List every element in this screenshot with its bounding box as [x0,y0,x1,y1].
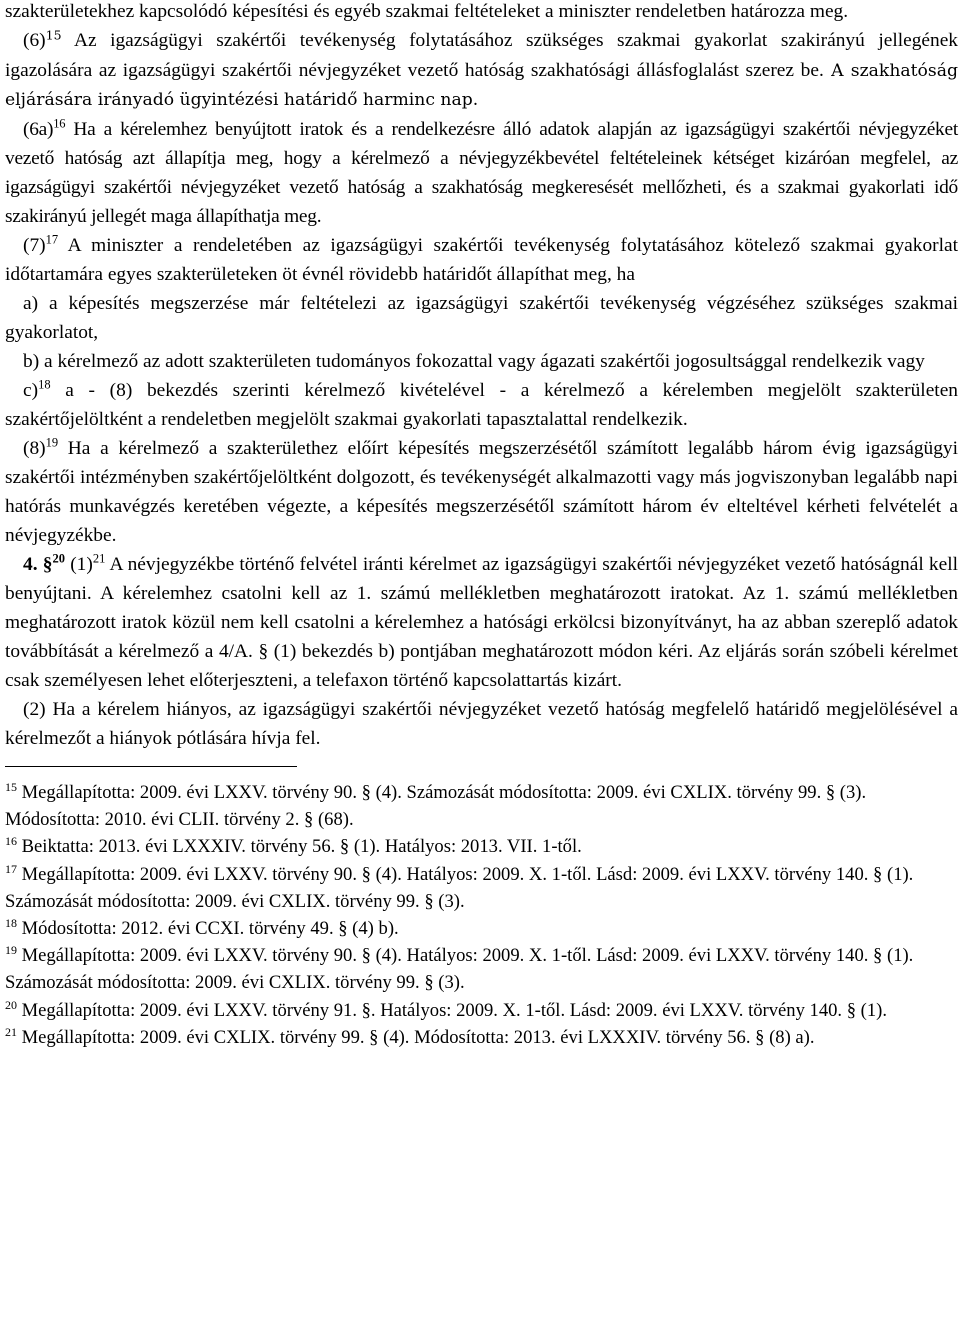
footnote [5,1024,958,1051]
subsection-number: (1) [70,554,93,575]
paragraph-text: Az igazságügyi szakértői tevékenység folytatásához szükséges szakmai gyakorlat szakirányú jellegének igazolására az igazságügyi szakértői névjegyzéket vezető hatóság szakhatósági állásfoglalást szerez be. [5,30,958,81]
paragraph-text-sans: A szakhatóság eljárására irányadó ügyintézési határidő harminc nap. [5,61,958,110]
paragraph-text: A miniszter a rendeletében az igazságügyi szakértői tevékenység folytatásához kötelező szakmai gyakorlat időtartamára egyes szakterületeken öt évnél rövidebb határidőt állapíthat meg, ha [5,235,958,285]
footnote-ref: 19 [45,435,59,450]
footnote [5,861,958,915]
document-page [5,0,958,1051]
footnote-ref: 16 [53,116,66,131]
paragraph-continuation: szakterületekhez kapcsolódó képesítési és egyéb szakmai feltételeket a miniszter rendeletben határozza meg. [5,1,849,22]
section-4 [5,550,958,695]
footnote-ref: 15 [45,27,62,43]
footnote-number: 20 [5,997,17,1012]
footnote-ref: 17 [45,232,59,247]
footnote-text: Megállapította: 2009. évi CXLIX. törvény 99. § (4). Módosította: 2013. évi LXXXIV. törvény 56. § (8) a). [17,1026,815,1048]
point-7b: b) a kérelmező az adott szakterületen tudományos fokozattal vagy ágazati szakértői jogosultsággal rendelkezik vagy [23,351,925,372]
paragraph-text: Ha a kérelemhez benyújtott iratok és a rendelkezésre álló adatok alapján az igazságügyi szakértői névjegyzéket vezető hatóság azt állapítja meg, hogy a kérelmező a névjegyzékbevétel feltételeinek kétséget kizáróan megfelel, az igazságügyi szakértői névjegyzéket vezető hatóság a szakhatóság megkeresését mellőzheti, és a szakmai gyakorlati idő szakirányú jellegét maga állapíthatja meg. [5,119,958,227]
footnote [5,833,958,860]
section-sign: § [42,554,53,575]
paragraph-7 [5,231,958,289]
footnote-text: Beiktatta: 2013. évi LXXXIV. törvény 56. § (1). Hatályos: 2013. VII. 1-től. [17,836,582,858]
footnote-number: 15 [5,779,17,794]
point-label: c) [23,380,39,401]
footnote [5,997,958,1024]
section-4-paragraph-2: (2) Ha a kérelem hiányos, az igazságügyi szakértői névjegyzéket vezető hatóság megfelelő határidő megjelölésével a kérelmezőt a hiányok pótlására hívja fel. [5,699,958,749]
point-text: a - (8) bekezdés szerinti kérelmező kivételével - a kérelmező a kérelemben megjelölt szakterületen szakértőjelöltként a rendeletben megjelölt szakmai gyakorlati tapasztalattal rendelkezik. [5,380,958,430]
footnote-separator [5,766,297,767]
paragraph-number: (8) [23,438,46,459]
footnote [5,942,958,996]
paragraph-text: Ha a kérelmező a szakterülethez előírt képesítés megszerzésétől számított legalább három évig igazságügyi szakértői intézményben szakértőjelöltként dolgozott, és tevékenységét alkalmazotti vagy más jogviszonyban legalább napi hatórás munkavégzés keretében végezte, a képesítés megszerzésétől számított három év elteltével kérheti felvételét a névjegyzékbe. [5,438,958,546]
footnote-ref: 20 [52,551,65,566]
footnote-number: 17 [5,861,17,876]
footnote-number: 21 [5,1024,17,1039]
footnote [5,779,958,833]
footnote-text: Megállapította: 2009. évi LXXV. törvény 90. § (4). Hatályos: 2009. X. 1-től. Lásd: 2009. évi LXXV. törvény 140. § (1). Számozását módosította: 2009. évi CXLIX. törvény 99. § (3). [5,945,914,994]
footnote-number: 16 [5,834,17,849]
point-7a: a) a képesítés megszerzése már feltételezi az igazságügyi szakértői tevékenység végzéséhez szükséges szakmai gyakorlatot, [5,293,958,343]
paragraph-number: (7) [23,235,46,256]
footnote-text: Megállapította: 2009. évi LXXV. törvény 90. § (4). Számozását módosította: 2009. évi CXLIX. törvény 99. § (3). Módosította: 2010. évi CLII. törvény 2. § (68). [5,782,867,831]
paragraph-number: (6a) [23,119,54,140]
paragraph-8 [5,434,958,550]
footnote-number: 18 [5,915,17,930]
paragraph-number: (6) [23,30,46,51]
footnote-number: 19 [5,943,17,958]
section-text: A névjegyzékbe történő felvétel iránti kérelmet az igazságügyi szakértői névjegyzéket vezető hatóságnál kell benyújtani. A kérelemhez csatolni kell az 1. számú mellékletben meghatározott iratokat. Az 1. számú mellékletben meghatározott iratok közül nem kell csatolni a kérelemhez a hatósági erkölcsi bizonyítványt, ha az abban szereplő adatok továbbítását a kérelmező a 4/A. § (1) bekezdés b) pontjában meghatározott módon kéri. Az eljárás során szóbeli kérelmet csak személyesen lehet előterjeszteni, a telefaxon történő kapcsolattartás kizárt. [5,554,958,691]
footnotes [5,779,958,1051]
section-number: 4. [23,554,38,575]
footnote-text: Megállapította: 2009. évi LXXV. törvény 91. §. Hatályos: 2009. X. 1-től. Lásd: 2009. évi LXXV. törvény 140. § (1). [17,999,888,1021]
main-text [5,0,958,753]
footnote-text: Módosította: 2012. évi CCXI. törvény 49. § (4) b). [17,918,399,940]
footnote-text: Megállapította: 2009. évi LXXV. törvény 90. § (4). Hatályos: 2009. X. 1-től. Lásd: 2009. évi LXXV. törvény 140. § (1). Számozását módosította: 2009. évi CXLIX. törvény 99. § (3). [5,863,914,912]
paragraph-6 [5,26,958,115]
footnote [5,915,958,942]
point-7c [5,376,958,434]
paragraph-6a [5,115,958,231]
footnote-ref: 18 [38,377,51,392]
footnote-ref: 21 [92,551,106,566]
